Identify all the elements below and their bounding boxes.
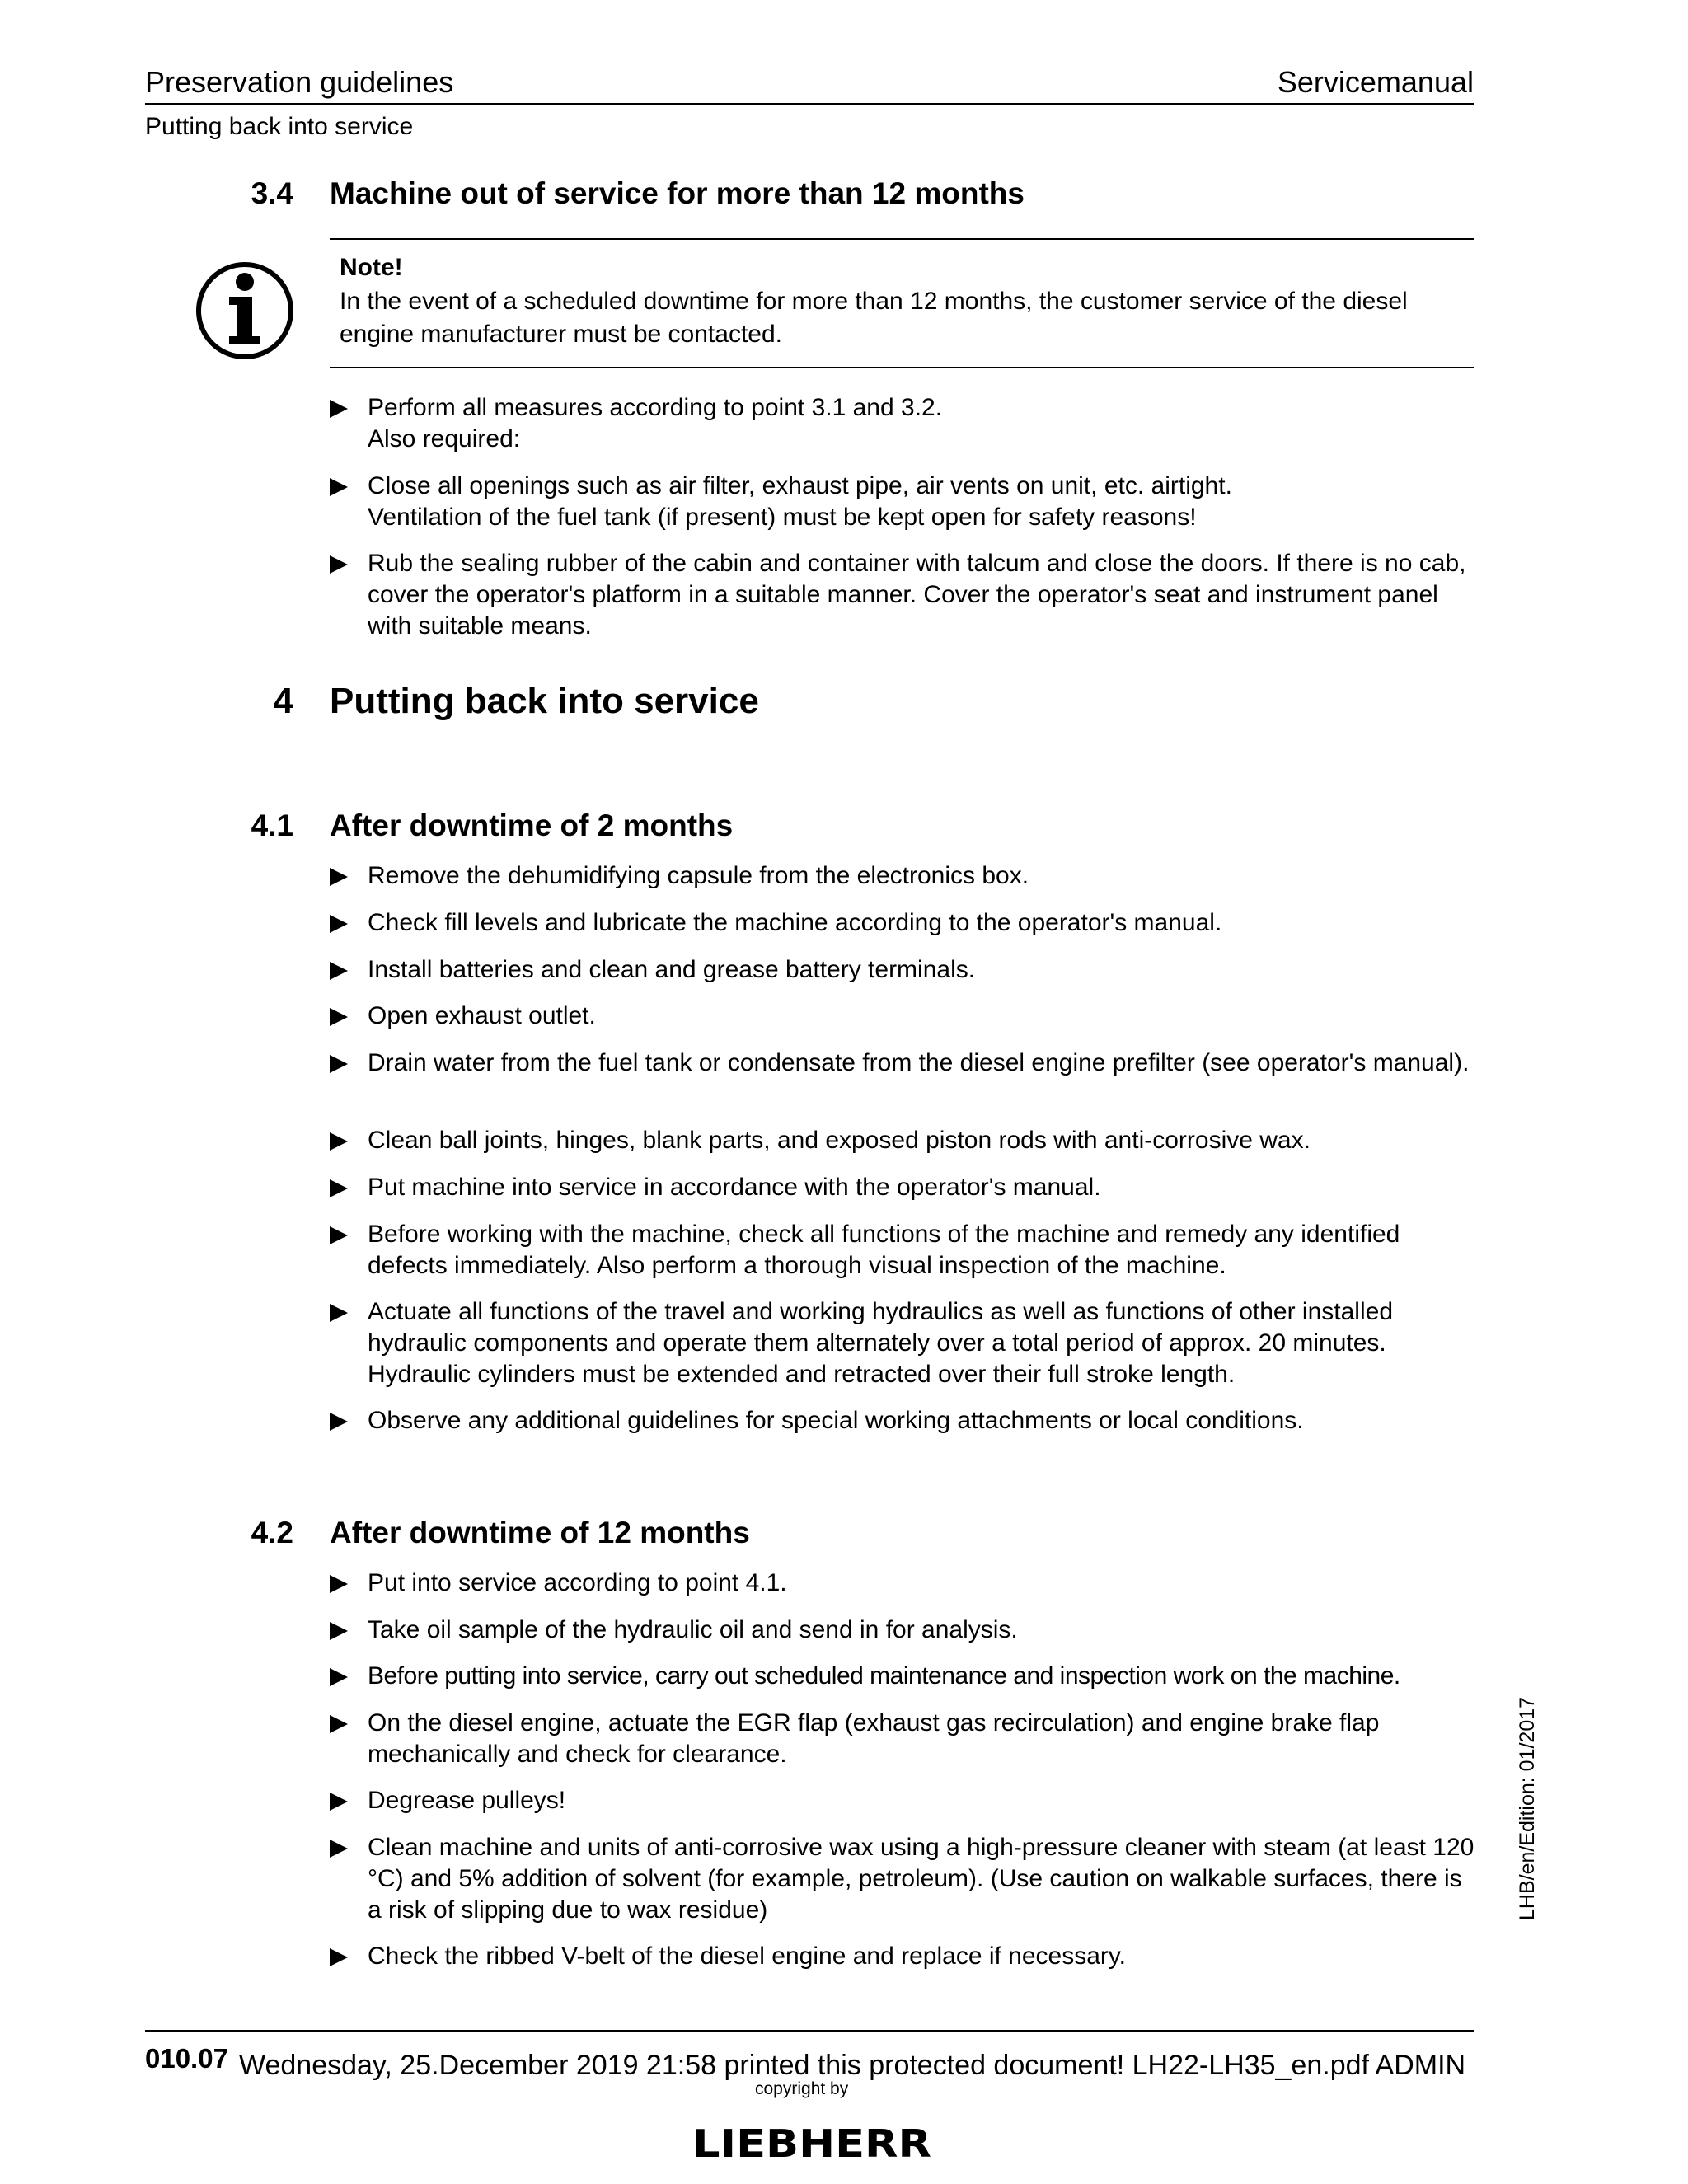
bullet-arrow-icon (330, 1055, 348, 1073)
list-item: Clean machine and units of anti-corrosive wax using a high-pressure cleaner with steam (at least 120 °C) and 5% addition of solvent (for example, petroleum). (Use caution on walkable surfaces, there is a risk of slipping due to wax residue) (330, 1832, 1477, 1926)
list-item: Rub the sealing rubber of the cabin and container with talcum and close the doors. If there is no cab, cover the operator's platform in a suitable manner. Cover the operator's seat and instrument panel with suitable means. (330, 548, 1477, 642)
section-4-1-number: 4.1 (251, 808, 293, 842)
bullet-arrow-icon (330, 555, 348, 574)
section-3-4-number: 3.4 (251, 176, 293, 210)
list-item: Before working with the machine, check all functions of the machine and remedy any identified defects immediately. Also perform a thorough visual inspection of the machine. (330, 1219, 1477, 1282)
list-item: On the diesel engine, actuate the EGR flap (exhaust gas recirculation) and engine brake flap mechanically and check for clearance. (330, 1708, 1477, 1770)
liebherr-logo (691, 2121, 933, 2163)
list-item: Install batteries and clean and grease battery terminals. (330, 954, 1477, 986)
list-item: Clean ball joints, hinges, blank parts, and exposed piston rods with anti-corrosive wax. (330, 1125, 1477, 1156)
footer-document-code: 010.07 (145, 2043, 228, 2074)
bullet-arrow-icon (330, 1622, 348, 1640)
bullet-arrow-icon (330, 868, 348, 886)
bullet-arrow-icon (330, 1304, 348, 1322)
bullet-arrow-icon (330, 1179, 348, 1197)
bullet-arrow-icon (330, 400, 348, 418)
list-item: Check fill levels and lubricate the machine according to the operator's manual. (330, 907, 1477, 939)
list-item: Observe any additional guidelines for special working attachments or local conditions. (330, 1405, 1477, 1436)
footer-divider (145, 2030, 1474, 2032)
bullet-arrow-icon (330, 1668, 348, 1686)
header-divider (145, 103, 1474, 105)
section-4-2-title: After downtime of 12 months (330, 1516, 750, 1549)
bullet-arrow-icon (330, 962, 348, 980)
edition-sidebar-text: LHB/en/Edition: 01/2017 (1516, 1696, 1539, 1920)
list-item: Open exhaust outlet. (330, 1001, 1477, 1032)
footer-copyright: copyright by (755, 2079, 849, 2098)
bullet-arrow-icon (330, 1132, 348, 1151)
header-left-title: Preservation guidelines (145, 65, 454, 99)
list-item: Degrease pulleys! (330, 1785, 1477, 1816)
bullet-arrow-icon (330, 478, 348, 496)
section-3-4-title: Machine out of service for more than 12 months (330, 176, 1025, 210)
list-item: Close all openings such as air filter, exhaust pipe, air vents on unit, etc. airtight. Ventilation of the fuel tank (if present) must be kept open for safety reasons! (330, 471, 1477, 533)
list-item: Actuate all functions of the travel and working hydraulics as well as functions of other installed hydraulic components and operate them alternately over a total period of approx. 20 minutes. Hydraulic cylinders must be extended and retracted over their full stroke length. (330, 1296, 1477, 1390)
bullet-arrow-icon (330, 1008, 348, 1026)
footer-print-notice: Wednesday, 25.December 2019 21:58 printed this protected document! LH22-LH35_en.pdf ADMIN (239, 2050, 1466, 2081)
list-item: Check the ribbed V-belt of the diesel engine and replace if necessary. (330, 1941, 1477, 1972)
section-4-1-title: After downtime of 2 months (330, 808, 734, 842)
bullet-arrow-icon (330, 915, 348, 933)
note-heading: Note! (340, 254, 403, 281)
section-4-number: 4 (273, 681, 293, 721)
section-4-2-number: 4.2 (251, 1516, 293, 1549)
list-item: Before putting into service, carry out scheduled maintenance and inspection work on the machine. (330, 1661, 1477, 1692)
bullet-arrow-icon (330, 1226, 348, 1244)
header-right-title: Servicemanual (1277, 65, 1474, 99)
list-item: Perform all measures according to point 3.1 and 3.2. Also required: (330, 392, 1477, 455)
list-item: Remove the dehumidifying capsule from the electronics box. (330, 860, 1477, 892)
note-bottom-divider (330, 367, 1474, 368)
list-item: Take oil sample of the hydraulic oil and send in for analysis. (330, 1615, 1477, 1646)
list-item: Put into service according to point 4.1. (330, 1568, 1477, 1599)
note-body: In the event of a scheduled downtime for more than 12 months, the customer service of the diesel engine manufacturer must be contacted. (340, 288, 1408, 348)
section-4-title: Putting back into service (330, 681, 759, 721)
svg-text:LIEBHERR: LIEBHERR (692, 2121, 931, 2163)
bullet-arrow-icon (330, 1715, 348, 1733)
bullet-arrow-icon (330, 1575, 348, 1593)
bullet-arrow-icon (330, 1793, 348, 1811)
header-subtitle: Putting back into service (145, 113, 414, 140)
note-top-divider (330, 238, 1474, 240)
list-item: Put machine into service in accordance with the operator's manual. (330, 1172, 1477, 1203)
bullet-arrow-icon (330, 1948, 348, 1966)
bullet-arrow-icon (330, 1413, 348, 1431)
info-icon (195, 260, 295, 361)
list-item: Drain water from the fuel tank or condensate from the diesel engine prefilter (see operator's manual). (330, 1047, 1477, 1079)
bullet-arrow-icon (330, 1840, 348, 1858)
